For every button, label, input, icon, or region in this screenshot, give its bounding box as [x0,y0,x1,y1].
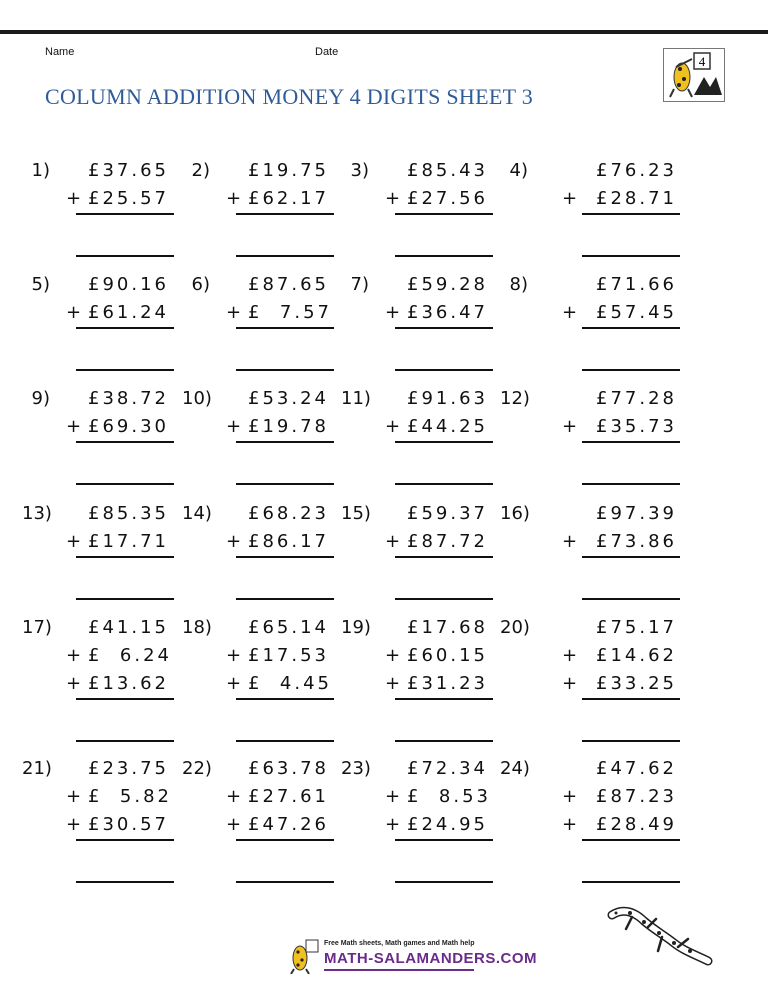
sum-line [236,441,334,443]
answer-line[interactable] [395,598,493,600]
problem-4 [500,160,700,250]
addend: £61.24 [88,302,169,323]
addend-top: £85.43 [407,160,488,181]
addend: £69.30 [88,416,169,437]
problem-number: 6) [191,274,210,295]
footer-underline [324,969,474,971]
footer-tagline: Free Math sheets, Math games and Math help [324,940,475,947]
addend: £73.86 [596,531,677,552]
problem-number: 11) [341,388,371,409]
sum-line [395,327,493,329]
answer-line[interactable] [236,598,334,600]
answer-line[interactable] [76,255,174,257]
sum-line [236,839,334,841]
problem-number: 16) [500,503,530,524]
sum-line [236,556,334,558]
plus-sign: + [385,786,401,807]
addend-top: £91.63 [407,388,488,409]
problem-number: 21) [22,758,52,779]
footer-salamander-icon [288,938,320,974]
answer-line[interactable] [395,740,493,742]
problem-number: 5) [31,274,50,295]
answer-line[interactable] [76,740,174,742]
addend: £17.53 [248,645,329,666]
plus-sign: + [562,416,578,437]
problem-number: 1) [31,160,50,181]
addend: £ 7.57 [248,302,332,323]
plus-sign: + [66,645,82,666]
problem-number: 4) [509,160,528,181]
answer-line[interactable] [236,483,334,485]
addend: £17.71 [88,531,169,552]
lizard-icon [604,905,714,975]
answer-line[interactable] [582,255,680,257]
addend-top: £68.23 [248,503,329,524]
addend: £ 6.24 [88,645,172,666]
addend: £57.45 [596,302,677,323]
addend-top: £63.78 [248,758,329,779]
plus-sign: + [226,302,242,323]
problem-number: 19) [341,617,371,638]
sum-line [395,213,493,215]
plus-sign: + [562,814,578,835]
plus-sign: + [385,673,401,694]
addend-top: £23.75 [88,758,169,779]
answer-line[interactable] [582,740,680,742]
problem-number: 7) [350,274,369,295]
sum-line [76,698,174,700]
addend: £60.15 [407,645,488,666]
addend-top: £85.35 [88,503,169,524]
addend-top: £41.15 [88,617,169,638]
date-label: Date [315,46,339,58]
addend: £27.56 [407,188,488,209]
plus-sign: + [385,814,401,835]
plus-sign: + [385,188,401,209]
addend: £86.17 [248,531,329,552]
salamander-logo [663,48,725,102]
problem-number: 13) [22,503,52,524]
problem-number: 10) [182,388,212,409]
addend: £87.72 [407,531,488,552]
page-title: COLUMN ADDITION MONEY 4 DIGITS SHEET 3 [45,84,534,109]
plus-sign: + [226,416,242,437]
sum-line [582,441,680,443]
addend-top: £59.37 [407,503,488,524]
sum-line [395,441,493,443]
sum-line [582,556,680,558]
addend: £31.23 [407,673,488,694]
addend-top: £87.65 [248,274,329,295]
answer-line[interactable] [395,483,493,485]
addend: £19.78 [248,416,329,437]
plus-sign: + [226,645,242,666]
sum-line [395,839,493,841]
addend: £28.71 [596,188,677,209]
plus-sign: + [385,645,401,666]
answer-line[interactable] [395,369,493,371]
addend-top: £37.65 [88,160,169,181]
problem-16 [500,503,700,593]
addend-top: £71.66 [596,274,677,295]
sum-line [236,327,334,329]
plus-sign: + [562,302,578,323]
plus-sign: + [66,673,82,694]
addend: £30.57 [88,814,169,835]
problem-number: 15) [341,503,371,524]
plus-sign: + [226,786,242,807]
addend: £ 8.53 [407,786,491,807]
problem-12 [500,388,700,478]
problem-number: 23) [341,758,371,779]
addend-top: £72.34 [407,758,488,779]
addend: £25.57 [88,188,169,209]
problem-number: 22) [182,758,212,779]
problem-24 [500,758,700,848]
plus-sign: + [385,416,401,437]
sum-line [582,327,680,329]
answer-line[interactable] [236,369,334,371]
plus-sign: + [562,645,578,666]
addend: £47.26 [248,814,329,835]
plus-sign: + [66,531,82,552]
footer-site: MATH-SALAMANDERS.COM [324,950,538,967]
plus-sign: + [226,531,242,552]
sum-line [76,556,174,558]
addend: £27.61 [248,786,329,807]
addend: £13.62 [88,673,169,694]
problem-number: 8) [509,274,528,295]
name-label: Name [45,46,75,58]
top-rule [0,30,768,34]
addend-top: £47.62 [596,758,677,779]
answer-line[interactable] [395,255,493,257]
addend-top: £77.28 [596,388,677,409]
sum-line [395,698,493,700]
sum-line [582,698,680,700]
sum-line [582,213,680,215]
sum-line [236,698,334,700]
addend-top: £59.28 [407,274,488,295]
plus-sign: + [562,786,578,807]
answer-line[interactable] [582,369,680,371]
sum-line [582,839,680,841]
problem-number: 14) [182,503,212,524]
addend-top: £90.16 [88,274,169,295]
addend-top: £53.24 [248,388,329,409]
sum-line [76,839,174,841]
addend-top: £38.72 [88,388,169,409]
plus-sign: + [66,814,82,835]
salamander-logo-icon [664,49,724,101]
addend: £35.73 [596,416,677,437]
answer-line[interactable] [76,369,174,371]
answer-line[interactable] [76,483,174,485]
plus-sign: + [562,673,578,694]
sum-line [236,213,334,215]
sum-line [76,327,174,329]
plus-sign: + [66,302,82,323]
answer-line[interactable] [236,881,334,883]
plus-sign: + [385,302,401,323]
problem-20 [500,617,700,707]
addend-top: £17.68 [407,617,488,638]
answer-line[interactable] [582,483,680,485]
plus-sign: + [385,531,401,552]
addend-top: £75.17 [596,617,677,638]
answer-line[interactable] [582,598,680,600]
answer-line[interactable] [76,598,174,600]
addend: £36.47 [407,302,488,323]
problem-number: 20) [500,617,530,638]
addend-top: £97.39 [596,503,677,524]
plus-sign: + [226,673,242,694]
addend-top: £76.23 [596,160,677,181]
problem-number: 3) [350,160,369,181]
problem-number: 2) [191,160,210,181]
problem-number: 12) [500,388,530,409]
addend: £62.17 [248,188,329,209]
answer-line[interactable] [236,255,334,257]
addend-top: £65.14 [248,617,329,638]
problem-8 [500,274,700,364]
answer-line[interactable] [395,881,493,883]
addend: £33.25 [596,673,677,694]
addend: £ 5.82 [88,786,172,807]
addend: £87.23 [596,786,677,807]
problem-number: 17) [22,617,52,638]
logo-number: 4 [698,54,706,69]
plus-sign: + [66,416,82,437]
answer-line[interactable] [76,881,174,883]
problem-number: 18) [182,617,212,638]
answer-line[interactable] [582,881,680,883]
answer-line[interactable] [236,740,334,742]
problem-number: 9) [31,388,50,409]
sum-line [395,556,493,558]
addend: £14.62 [596,645,677,666]
addend: £44.25 [407,416,488,437]
addend: £28.49 [596,814,677,835]
plus-sign: + [226,188,242,209]
sum-line [76,441,174,443]
addend-top: £19.75 [248,160,329,181]
problem-number: 24) [500,758,530,779]
lizard-illustration [604,905,714,975]
plus-sign: + [66,786,82,807]
plus-sign: + [562,188,578,209]
plus-sign: + [66,188,82,209]
addend: £ 4.45 [248,673,332,694]
sum-line [76,213,174,215]
footer-logo [288,938,538,974]
plus-sign: + [562,531,578,552]
addend: £24.95 [407,814,488,835]
plus-sign: + [226,814,242,835]
